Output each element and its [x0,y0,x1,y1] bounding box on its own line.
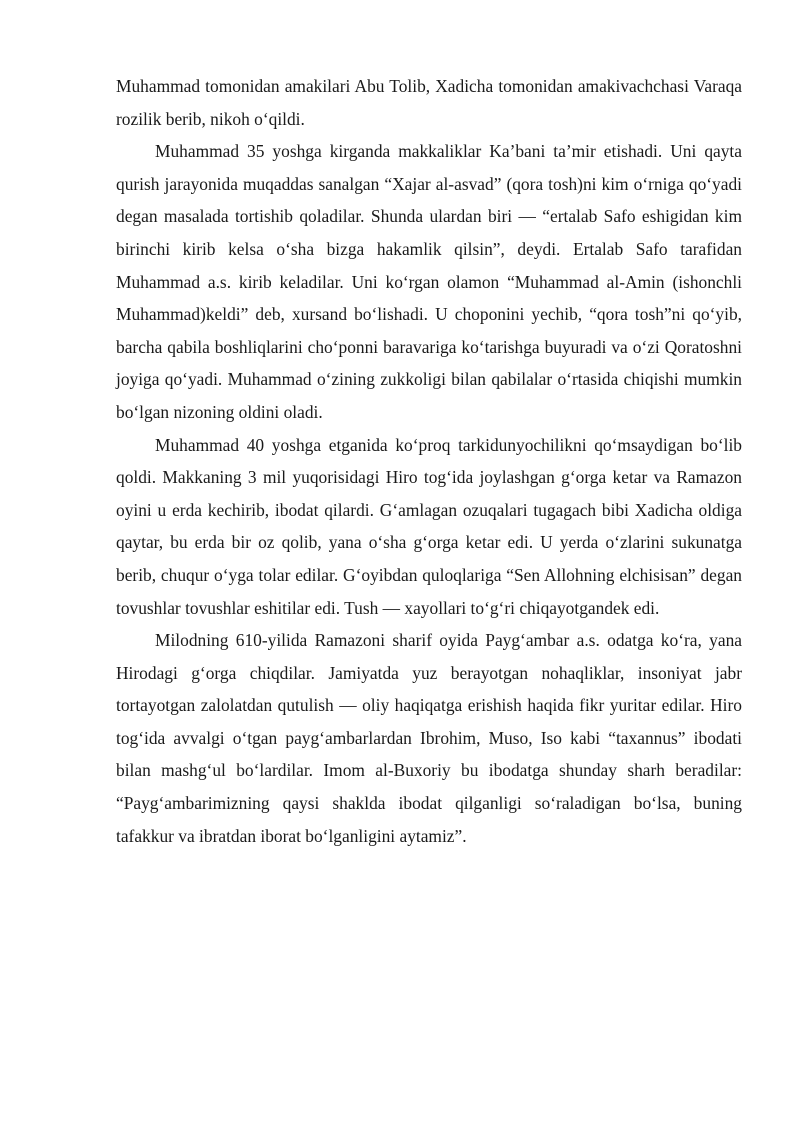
paragraph-1: Muhammad tomonidan amakilari Abu Tolib, Xadicha tomonidan amakivachchasi Varaqa rozilik berib, nikoh o‘qildi. [116,76,742,129]
body-text [116,70,742,852]
paragraph-2: Muhammad 35 yoshga kirganda makkaliklar Ka’bani ta’mir etishadi. Uni qayta qurish jarayonida muqaddas sanalgan “Xajar al-asvad” (qora tosh)ni kim o‘rniga qo‘yadi degan masalada tortishib qoladilar. Shunda ulardan biri — “ertalab Safo eshigidan kim birinchi kirib kelsa o‘sha bizga hakamlik qilsin”, deydi. Ertalab Safo tarafidan Muhammad a.s. kirib keladilar. Uni ko‘rgan olamon “Muhammad al-Amin (ishonchli Muhammad)keldi” deb, xursand bo‘lishadi. U choponini yechib, “qora tosh”ni qo‘yib, barcha qabila boshliqlarini cho‘ponni baravariga ko‘tarishga buyuradi va o‘zi Qoratoshni joyiga qo‘yadi. Muhammad o‘zining zukkoligi bilan qabilalar o‘rtasida chiqishi mumkin bo‘lgan nizoning oldini oladi. [116,141,742,422]
paragraph-4: Milodning 610-yilida Ramazoni sharif oyida Payg‘ambar a.s. odatga ko‘ra, yana Hirodagi g‘orga chiqdilar. Jamiyatda yuz berayotgan nohaqliklar, insoniyat jabr tortayotgan zalolatdan qutulish — oliy haqiqatga erishish haqida fikr yuritar edilar. Hiro tog‘ida avvalgi o‘tgan payg‘ambarlardan Ibrohim, Muso, Iso kabi “taxannus” ibodati bilan mashg‘ul bo‘lardilar. Imom al-Buxoriy bu ibodatga shunday sharh beradilar: “Payg‘ambarimizning qaysi shaklda ibodat qilganligi so‘raladigan bo‘lsa, buning tafakkur va ibratdan iborat bo‘lganligini aytamiz”. [116,630,742,846]
paragraph-3: Muhammad 40 yoshga etganida ko‘proq tarkidunyochilikni qo‘msaydigan bo‘lib qoldi. Makkaning 3 mil yuqorisidagi Hiro tog‘ida joylashgan g‘orga ketar va Ramazon oyini u erda kechirib, ibodat qilardi. G‘amlagan ozuqalari tugagach bibi Xadicha oldiga qaytar, bu erda bir oz qolib, yana o‘sha g‘orga ketar edi. U yerda o‘zlarini sukunatga berib, chuqur o‘yga tolar edilar. G‘oyibdan quloqlariga “Sen Allohning elchisisan” degan tovushlar tovushlar eshitilar edi. Tush — xayollari to‘g‘ri chiqayotgandek edi. [116,434,742,618]
